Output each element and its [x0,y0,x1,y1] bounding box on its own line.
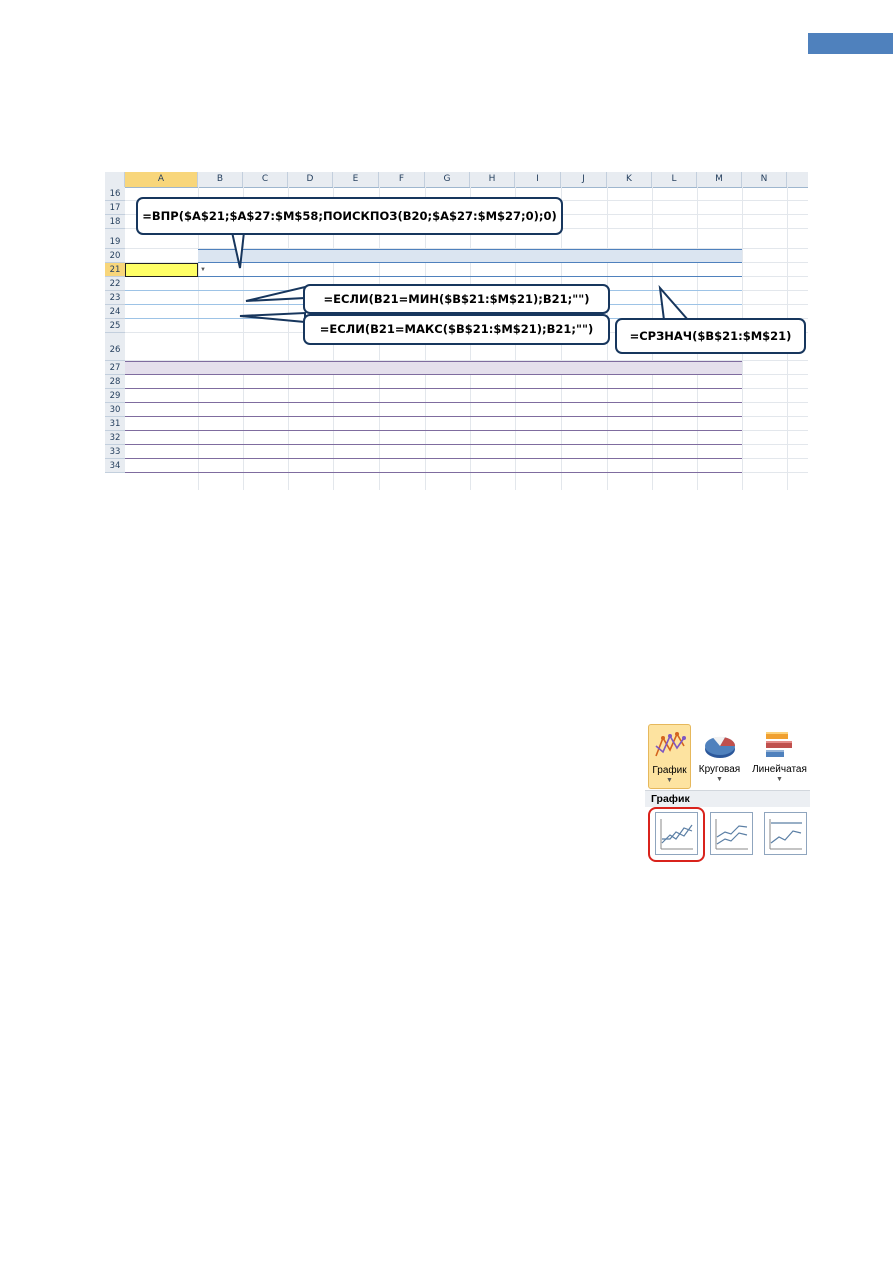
row-header-29[interactable]: 29 [105,389,125,403]
column-header-c[interactable]: C [243,172,288,187]
vlookup-formula-text: =ВПР($A$21;$A$27:$M$58;ПОИСКПОЗ(B20;$A$27:$M$27;0);0) [142,209,557,223]
row-header-16[interactable]: 16 [105,187,125,201]
pie-chart-icon [703,732,737,762]
chevron-down-icon: ▼ [716,776,723,783]
row-header-34[interactable]: 34 [105,459,125,473]
column-header-e[interactable]: E [333,172,379,187]
average-formula-callout [615,318,806,354]
column-header-f[interactable]: F [379,172,425,187]
row-header-31[interactable]: 31 [105,417,125,431]
row-header-22[interactable]: 22 [105,277,125,291]
column-header-g[interactable]: G [425,172,470,187]
if-min-formula-callout [303,284,610,314]
row-header-17[interactable]: 17 [105,201,125,215]
bar-chart-label: Линейчатая [752,764,807,775]
line-chart-icon [653,728,687,762]
bar-chart-icon [762,727,796,761]
row-header-24[interactable]: 24 [105,305,125,319]
row-header-32[interactable]: 32 [105,431,125,445]
pie-chart-label: Круговая [698,764,741,775]
dropdown-arrow-icon[interactable]: ▼ [200,267,206,273]
row-header-19[interactable]: 19 [105,229,125,249]
percent-line-chart-thumbnail[interactable] [764,812,807,855]
line-chart-label: График [652,765,687,776]
selected-thumbnail-highlight [648,807,705,862]
row-header-33[interactable]: 33 [105,445,125,459]
stacked-line-chart-thumbnail[interactable] [710,812,753,855]
average-formula-text: =СРЗНАЧ($B$21:$M$21) [629,329,792,343]
column-header-h[interactable]: H [470,172,515,187]
row-header-18[interactable]: 18 [105,215,125,229]
row-header-27[interactable]: 27 [105,361,125,375]
bar-chart-button[interactable] [749,724,810,789]
column-header-k[interactable]: K [607,172,652,187]
row-header-21[interactable]: 21 [105,263,125,277]
if-max-formula-text: =ЕСЛИ(B21=МАКС($B$21:$M$21);B21;"") [319,322,594,336]
column-header-i[interactable]: I [515,172,561,187]
row-header-28[interactable]: 28 [105,375,125,389]
if-min-formula-text: =ЕСЛИ(B21=МИН($B$21:$M$21);B21;"") [323,292,590,306]
column-header-m[interactable]: M [697,172,742,187]
column-header-a[interactable]: A [125,172,198,187]
stacked-line-chart-type-icon [711,813,752,854]
row-header-20[interactable]: 20 [105,249,125,263]
vlookup-formula-callout [136,197,563,235]
column-header-d[interactable]: D [288,172,333,187]
row-header-25[interactable]: 25 [105,319,125,333]
row-header-30[interactable]: 30 [105,403,125,417]
column-header-n[interactable]: N [742,172,787,187]
chevron-down-icon: ▼ [776,776,783,783]
line-chart-button[interactable] [648,724,691,789]
row-header-26[interactable]: 26 [105,333,125,361]
column-header-j[interactable]: J [561,172,607,187]
pie-chart-button[interactable] [693,724,746,789]
chevron-down-icon: ▼ [666,777,673,784]
if-max-formula-callout [303,314,610,345]
column-header-b[interactable]: B [198,172,243,187]
line-gallery-header: График [645,790,810,807]
column-header-l[interactable]: L [652,172,697,187]
row-header-23[interactable]: 23 [105,291,125,305]
percent-line-chart-type-icon [765,813,806,854]
